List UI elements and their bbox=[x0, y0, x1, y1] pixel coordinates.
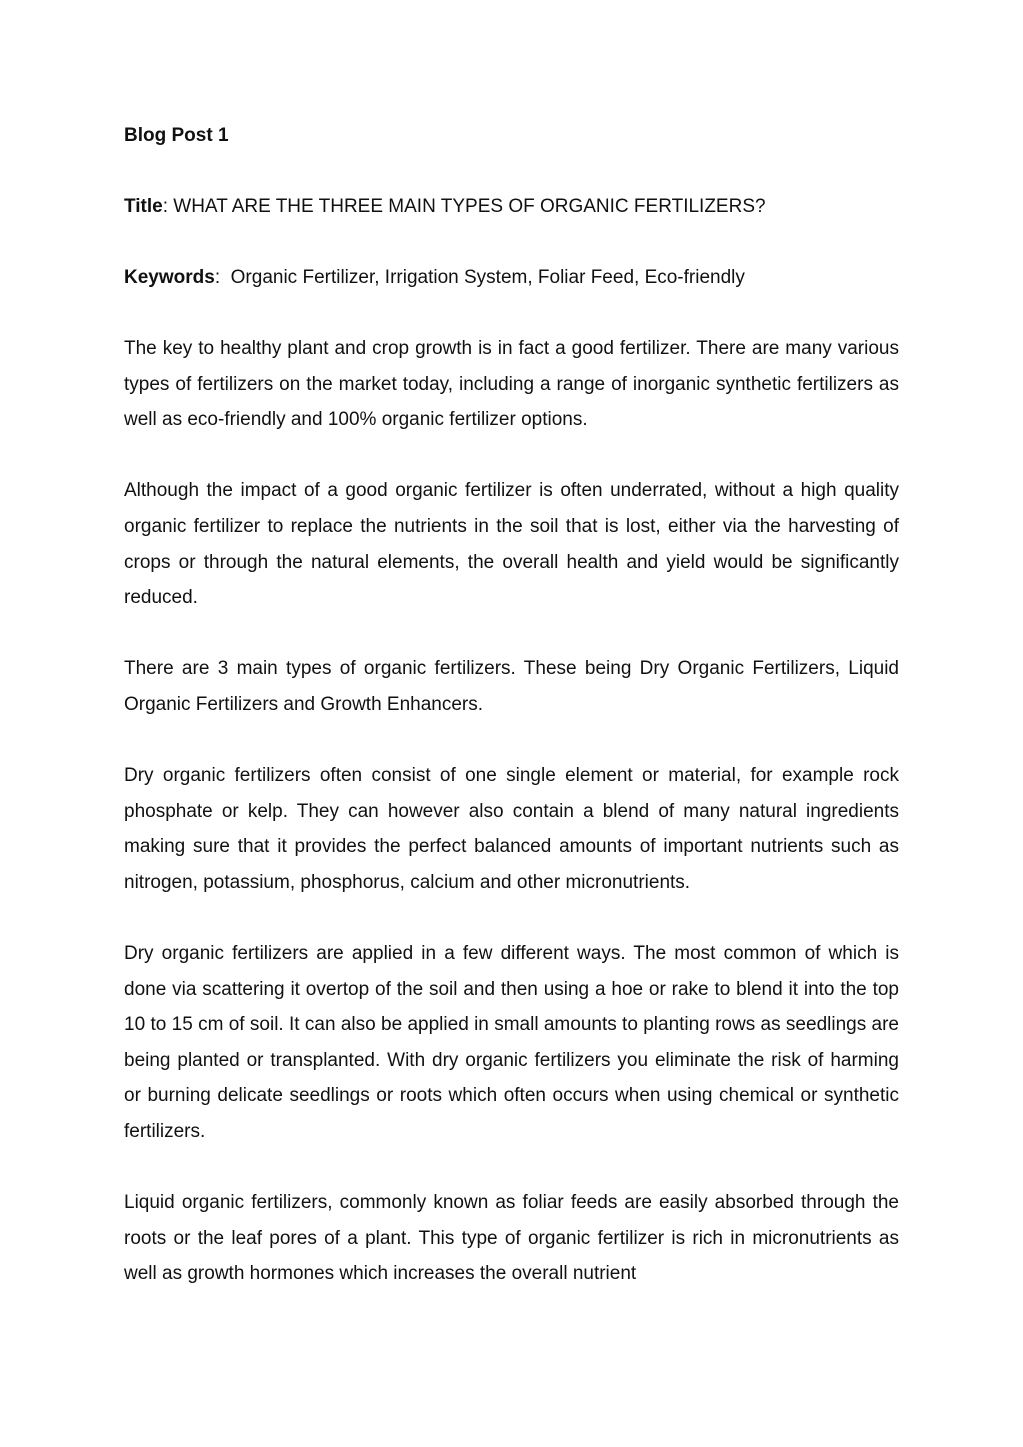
title-separator: : bbox=[162, 196, 174, 217]
paragraph: There are 3 main types of organic fertilizers. These being Dry Organic Fertilizers, Liquid Organic Fertilizers and Growth Enhancers. bbox=[124, 658, 899, 715]
keywords-line bbox=[124, 260, 899, 295]
title-label: Title bbox=[124, 196, 163, 217]
paragraph: The key to healthy plant and crop growth is in fact a good fertilizer. There are many various types of fertilizers on the market today, including a range of inorganic synthetic fertilizers as well as eco-friendly and 100% organic fertilizer options. bbox=[124, 338, 899, 431]
title-value: WHAT ARE THE THREE MAIN TYPES OF ORGANIC FERTILIZERS? bbox=[173, 196, 766, 217]
paragraph: Although the impact of a good organic fertilizer is often underrated, without a high quality organic fertilizer to replace the nutrients in the soil that is lost, either via the harvesting of crops or through the natural elements, the overall health and yield would be significantly reduced. bbox=[124, 480, 899, 609]
keywords-value: Organic Fertilizer, Irrigation System, Foliar Feed, Eco-friendly bbox=[230, 267, 745, 288]
paragraph: Liquid organic fertilizers, commonly known as foliar feeds are easily absorbed through the roots or the leaf pores of a plant. This type of organic fertilizer is rich in micronutrients as well as growth hormones which increases the overall nutrient bbox=[124, 1192, 899, 1285]
paragraph: Dry organic fertilizers are applied in a few different ways. The most common of which is done via scattering it overtop of the soil and then using a hoe or rake to blend it into the top 10 to 15 cm of soil. It can also be applied in small amounts to planting rows as seedlings are being planted or transplanted. With dry organic fertilizers you eliminate the risk of harming or burning delicate seedlings or roots which often occurs when using chemical or synthetic fertilizers. bbox=[124, 943, 899, 1143]
document-page bbox=[124, 118, 899, 1328]
title-line bbox=[124, 189, 899, 224]
post-heading: Blog Post 1 bbox=[124, 125, 229, 146]
keywords-label: Keywords bbox=[124, 267, 215, 288]
paragraph: Dry organic fertilizers often consist of one single element or material, for example rock phosphate or kelp. They can however also contain a blend of many natural ingredients making sure that it provides the perfect balanced amounts of important nutrients such as nitrogen, potassium, phosphorus, calcium and other micronutrients. bbox=[124, 765, 899, 893]
keywords-separator: : bbox=[214, 267, 231, 288]
